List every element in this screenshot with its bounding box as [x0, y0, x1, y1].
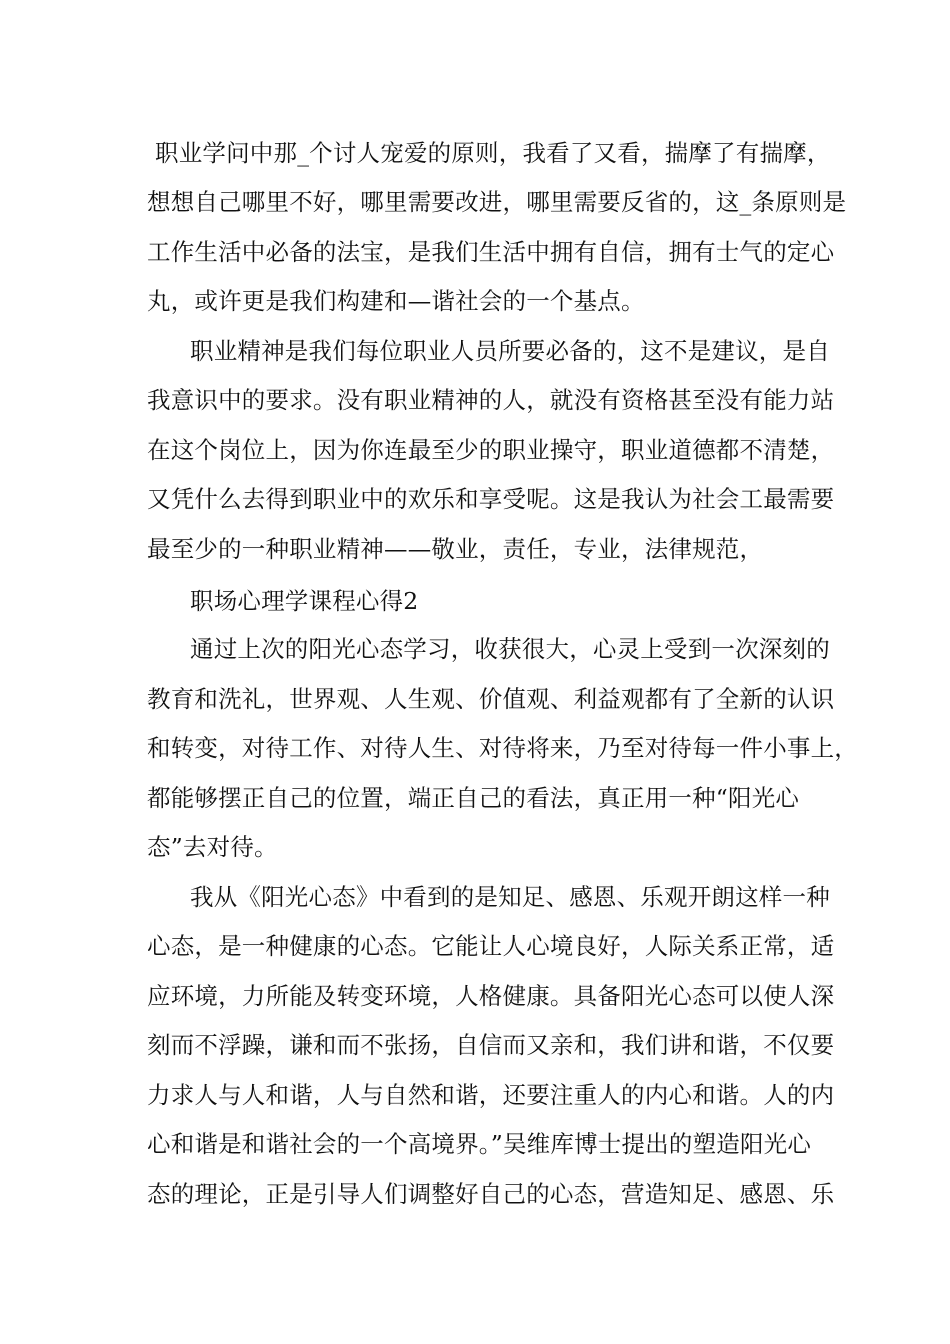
text-line: 最至少的一种职业精神——敬业，责任，专业，法律规范，	[147, 535, 764, 563]
text-line: 应环境，力所能及转变环境，人格健康。具备阳光心态可以使人深	[147, 982, 835, 1010]
text-line: 又凭什么去得到职业中的欢乐和享受呢。这是我认为社会工最需要	[147, 485, 835, 513]
text-line: 和转变，对待工作、对待人生、对待将来，乃至对待每一件小事上，	[147, 734, 858, 762]
text-line: 职业精神是我们每位职业人员所要必备的，这不是建议，是自	[190, 337, 830, 365]
text-line: 心态，是一种健康的心态。它能让人心境良好，人际关系正常，适	[147, 932, 835, 960]
text-line: 态的理论，正是引导人们调整好自己的心态，营造知足、感恩、乐	[147, 1180, 835, 1208]
text-line: 丸，或许更是我们构建和—谐社会的一个基点。	[147, 287, 645, 315]
text-line: 心和谐是和谐社会的一个高境界。”吴维库博士提出的塑造阳光心	[147, 1130, 812, 1158]
text-line: 我意识中的要求。没有职业精神的人，就没有资格甚至没有能力站	[147, 386, 835, 414]
text-line: 通过上次的阳光心态学习，收获很大，心灵上受到一次深刻的	[190, 635, 830, 663]
text-line: 态”去对待。	[147, 833, 278, 861]
text-line: 都能够摆正自己的位置，端正自己的看法，真正用一种“阳光心	[147, 784, 800, 812]
text-line: 职业学问中那_个讨人宠爱的原则，我看了又看，揣摩了有揣摩，	[155, 139, 831, 167]
text-line: 在这个岗位上，因为你连最至少的职业操守，职业道德都不清楚，	[147, 436, 835, 464]
text-line: 教育和洗礼，世界观、人生观、价值观、利益观都有了全新的认识	[147, 685, 835, 713]
text-line: 我从《阳光心态》中看到的是知足、感恩、乐观开朗这样一种	[190, 883, 830, 911]
text-line: 想想自己哪里不好，哪里需要改进，哪里需要反省的，这_条原则是	[147, 188, 847, 216]
text-line: 刻而不浮躁，谦和而不张扬，自信而又亲和，我们讲和谐，不仅要	[147, 1031, 835, 1059]
text-line: 工作生活中必备的法宝，是我们生活中拥有自信，拥有士气的定心	[147, 238, 835, 266]
text-line: 力求人与人和谐，人与自然和谐，还要注重人的内心和谐。人的内	[147, 1081, 835, 1109]
section-heading: 职场心理学课程心得2	[190, 587, 419, 615]
